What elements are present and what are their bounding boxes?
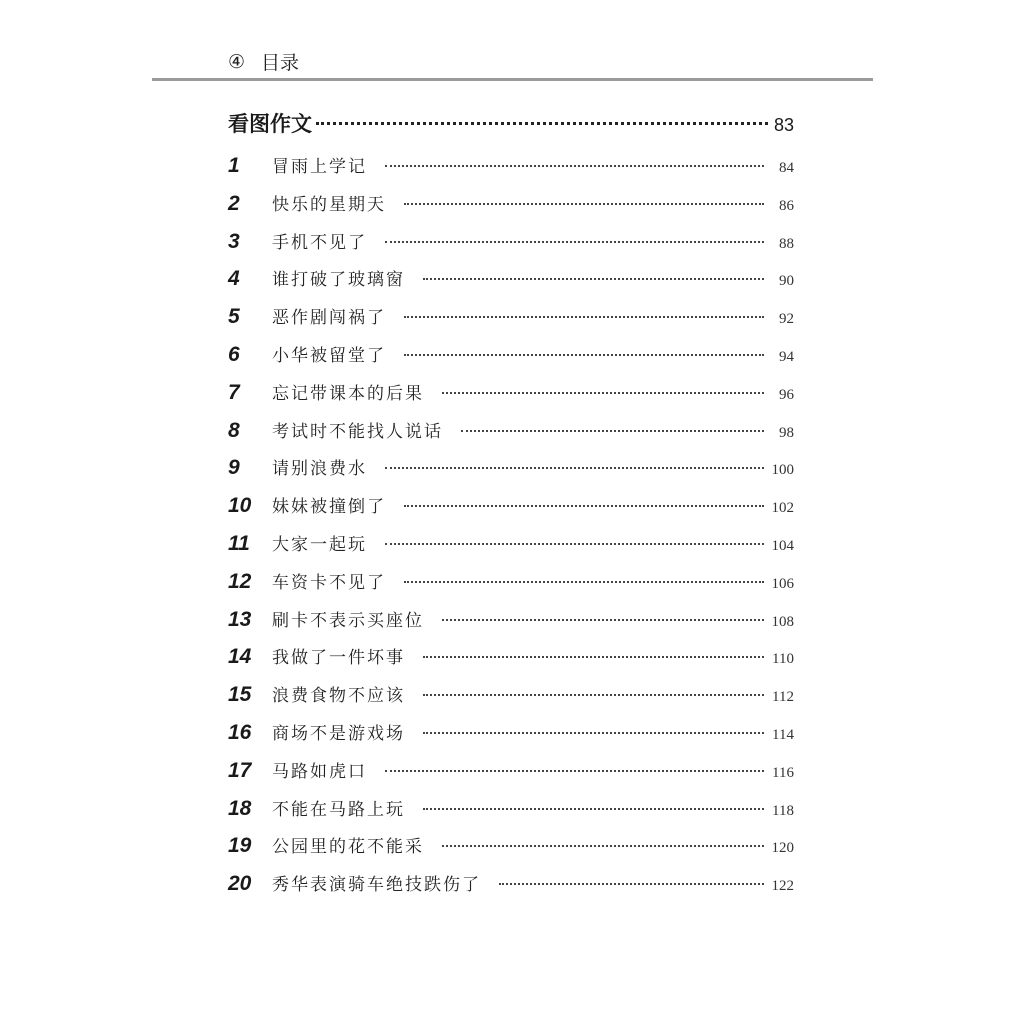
toc-entry[interactable]	[228, 303, 794, 341]
dot-leader	[385, 165, 764, 167]
entry-page-number: 86	[779, 197, 794, 214]
entry-number: 12	[228, 569, 252, 593]
dot-leader	[385, 467, 764, 469]
entry-number: 1	[228, 154, 240, 177]
dot-leader	[404, 316, 764, 318]
entry-page-number: 122	[771, 878, 794, 895]
dot-leader	[423, 656, 764, 658]
dot-leader	[404, 354, 764, 356]
entry-page-number: 98	[779, 424, 794, 441]
entry-page-number: 118	[772, 802, 794, 819]
dot-leader	[442, 392, 764, 394]
entry-page-number: 114	[772, 726, 794, 743]
toc-entry[interactable]	[228, 190, 794, 228]
entry-title: 恶作剧闯祸了	[272, 308, 386, 329]
entry-number: 15	[228, 683, 252, 707]
entry-number: 4	[228, 267, 240, 291]
header-rule	[152, 78, 873, 81]
entry-number: 2	[228, 191, 240, 215]
entry-number: 18	[228, 796, 252, 820]
toc-entry[interactable]	[228, 152, 794, 190]
dot-leader	[423, 732, 764, 734]
entry-title: 公园里的花不能采	[272, 837, 424, 858]
entry-title: 刷卡不表示买座位	[272, 610, 424, 631]
running-head	[228, 48, 299, 75]
toc-entry[interactable]	[228, 265, 794, 303]
entry-number: 14	[228, 645, 252, 669]
toc-entry[interactable]	[228, 795, 794, 833]
entry-page-number: 112	[772, 689, 794, 706]
entry-number: 19	[228, 834, 252, 858]
entry-number: 16	[228, 720, 252, 744]
entry-title: 小华被留堂了	[272, 345, 386, 366]
entry-number: 3	[228, 229, 240, 253]
entry-page-number: 96	[779, 386, 794, 403]
dot-leader	[404, 203, 764, 205]
entry-title: 马路如虎口	[272, 761, 367, 782]
toc-entry[interactable]	[228, 719, 794, 757]
entry-page-number: 110	[772, 651, 794, 668]
entry-page-number: 116	[772, 764, 794, 781]
dot-leader	[404, 581, 764, 583]
entry-page-number: 92	[779, 311, 794, 328]
entry-number: 13	[228, 607, 252, 631]
toc-entry[interactable]	[228, 757, 794, 795]
entry-page-number: 106	[771, 575, 794, 592]
toc-entry[interactable]	[228, 832, 794, 870]
entry-number: 17	[228, 758, 252, 782]
running-head-title: 目录	[261, 52, 300, 74]
entry-page-number: 108	[771, 613, 794, 630]
entry-page-number: 120	[771, 840, 794, 857]
dot-leader	[461, 430, 764, 432]
entry-page-number: 84	[779, 160, 794, 176]
entry-number: 6	[228, 342, 240, 366]
entry-title: 考试时不能找人说话	[272, 421, 443, 442]
entry-page-number: 100	[771, 462, 794, 479]
entry-number: 10	[228, 494, 252, 518]
toc-entry[interactable]	[228, 606, 794, 644]
dot-leader	[423, 694, 764, 696]
dot-leader	[385, 770, 764, 772]
entry-title: 不能在马路上玩	[272, 799, 405, 820]
toc-entry[interactable]	[228, 228, 794, 266]
toc-entry[interactable]	[228, 530, 794, 568]
entry-number: 5	[228, 305, 240, 329]
dot-leader	[442, 619, 764, 621]
entry-title: 请别浪费水	[272, 459, 367, 480]
toc-entry[interactable]	[228, 568, 794, 606]
entry-title: 商场不是游戏场	[272, 723, 405, 744]
entry-number: 11	[228, 531, 250, 555]
dot-leader	[316, 122, 768, 125]
entry-title: 谁打破了玻璃窗	[272, 270, 405, 291]
dot-leader	[385, 543, 764, 545]
entry-title: 手机不见了	[272, 232, 367, 253]
entry-page-number: 102	[771, 500, 794, 517]
section-page-number: 83	[773, 115, 794, 135]
page-section-number: ④	[228, 50, 246, 73]
entry-page-number: 94	[779, 348, 794, 365]
entry-title: 快乐的星期天	[272, 194, 386, 215]
section-title: 看图作文	[228, 112, 312, 136]
toc-entry[interactable]	[228, 454, 794, 492]
entry-number: 7	[228, 380, 240, 404]
entry-page-number: 88	[779, 235, 794, 252]
entry-page-number: 90	[779, 273, 794, 290]
toc-entry[interactable]	[228, 417, 794, 455]
toc-entry[interactable]	[228, 341, 794, 379]
entry-title: 冒雨上学记	[272, 157, 367, 177]
entry-number: 20	[228, 872, 252, 896]
entry-page-number: 104	[771, 537, 794, 554]
toc-section-heading[interactable]	[228, 108, 794, 152]
entry-title: 浪费食物不应该	[272, 686, 405, 707]
entry-title: 秀华表演骑车绝技跌伤了	[272, 875, 481, 896]
dot-leader	[423, 278, 764, 280]
entry-number: 8	[228, 418, 240, 442]
dot-leader	[385, 241, 764, 243]
entry-title: 我做了一件坏事	[272, 648, 405, 669]
dot-leader	[442, 845, 764, 847]
dot-leader	[404, 505, 764, 507]
entry-title: 忘记带课本的后果	[272, 383, 424, 404]
dot-leader	[423, 808, 764, 810]
table-of-contents	[228, 108, 794, 908]
entry-number: 9	[228, 456, 240, 480]
toc-entry[interactable]	[228, 492, 794, 530]
toc-entry[interactable]	[228, 643, 794, 681]
toc-entry[interactable]	[228, 681, 794, 719]
toc-entry[interactable]	[228, 870, 794, 908]
toc-entry[interactable]	[228, 379, 794, 417]
dot-leader	[499, 883, 764, 885]
toc-entry-list	[228, 152, 794, 908]
entry-title: 大家一起玩	[272, 534, 367, 555]
entry-title: 车资卡不见了	[272, 572, 386, 593]
entry-title: 妹妹被撞倒了	[272, 497, 386, 518]
